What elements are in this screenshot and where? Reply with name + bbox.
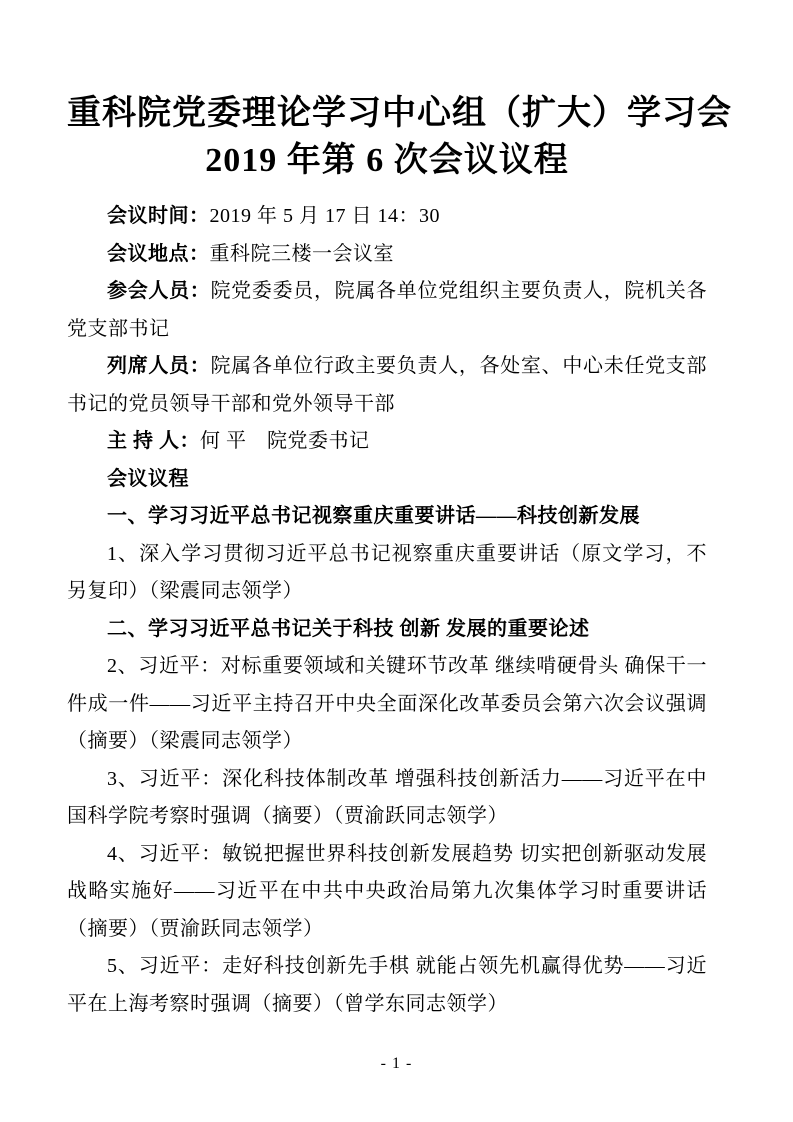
agenda-item-4: 4、习近平：敏锐把握世界科技创新发展趋势 切实把创新驱动发展战略实施好——习近平在中共中央政治局第九次集体学习时重要讲话（摘要）（贾渝跃同志领学） bbox=[67, 842, 707, 940]
document-title-line-2: 2019 年第 6 次会议议程 bbox=[205, 142, 569, 179]
meta-line-meeting-place bbox=[67, 236, 707, 274]
meta-value-meeting-time: 2019 年 5 月 17 日 14：30 bbox=[209, 205, 440, 227]
meta-line-observers bbox=[67, 348, 707, 423]
agenda-item-2: 2、习近平：对标重要领域和关键环节改革 继续啃硬骨头 确保干一件成一件——习近平主持召开中央全面深化改革委员会第六次会议强调（摘要）（梁震同志领学） bbox=[67, 655, 707, 752]
meta-label-host: 主 持 人： bbox=[107, 430, 200, 452]
agenda-item-5: 5、习近平：走好科技创新先手棋 就能占领先机赢得优势——习近平在上海考察时强调（摘要）（曾学东同志领学） bbox=[67, 955, 707, 1015]
document-title-line-1: 重科院党委理论学习中心组（扩大）学习会 bbox=[67, 95, 732, 132]
agenda-item-3: 3、习近平：深化科技体制改革 增强科技创新活力——习近平在中国科学院考察时强调（摘要）（贾渝跃同志领学） bbox=[67, 767, 707, 827]
meta-label-meeting-place: 会议地点： bbox=[107, 242, 210, 265]
meta-label-meeting-time: 会议时间： bbox=[107, 205, 210, 227]
agenda-item-1: 1、深入学习贯彻习近平总书记视察重庆重要讲话（原文学习，不另复印）（梁震同志领学） bbox=[67, 542, 707, 602]
meta-value-meeting-place: 重科院三楼一会议室 bbox=[209, 242, 394, 265]
page-number: - 1 - bbox=[380, 1055, 413, 1072]
meta-value-host: 何 平 院党委书记 bbox=[200, 430, 370, 452]
meta-label-attendees: 参会人员： bbox=[107, 280, 211, 302]
meta-label-observers: 列席人员： bbox=[107, 355, 211, 377]
meta-value-attendees: 院党委委员，院属各单位党组织主要负责人，院机关各党支部书记 bbox=[67, 280, 708, 340]
meta-line-attendees bbox=[67, 273, 707, 348]
agenda-section-1: 一、学习习近平总书记视察重庆重要讲话——科技创新发展 bbox=[107, 505, 640, 527]
agenda-heading: 会议议程 bbox=[107, 467, 189, 490]
document-title bbox=[67, 90, 732, 184]
meta-line-meeting-time bbox=[67, 198, 707, 236]
meta-value-observers: 院属各单位行政主要负责人，各处室、中心未任党支部书记的党员领导干部和党外领导干部 bbox=[67, 355, 708, 415]
agenda-section-2: 二、学习习近平总书记关于科技 创新 发展的重要论述 bbox=[107, 617, 590, 640]
meta-line-host bbox=[67, 423, 707, 461]
